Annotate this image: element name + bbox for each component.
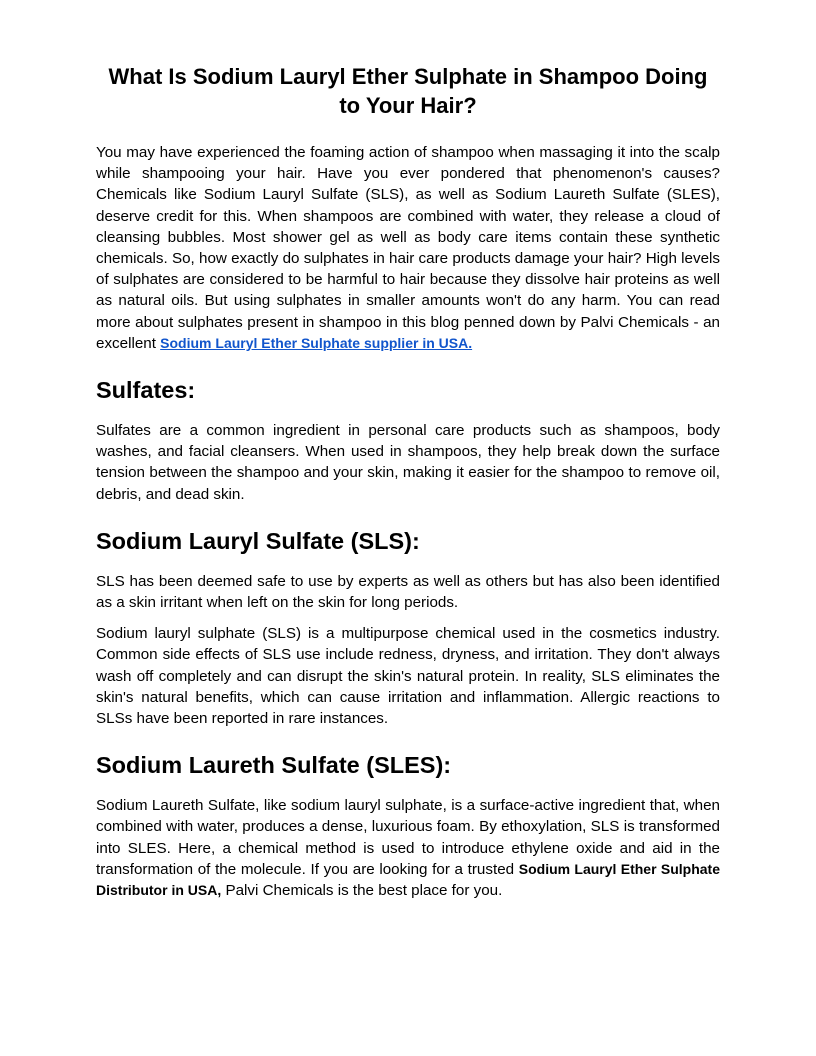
paragraph-text: Sodium Laureth Sulfate, like sodium lauryl sulphate, is a surface-active ingredient that, when combined with water, produces a dense, luxurious foam. By ethoxylation, SLS is transformed into SLES. Here, a chemical method is used to introduce ethylene oxide and aid in the transformation of the molecule. If you are looking for a trusted (96, 797, 720, 878)
supplier-link[interactable]: Sodium Lauryl Ether Sulphate supplier in USA. (160, 334, 473, 351)
paragraph: SLS has been deemed safe to use by experts as well as others but has also been identified as a skin irritant when left on the skin for long periods. (96, 572, 720, 612)
paragraph-tail: Palvi Chemicals is the best place for you. (221, 882, 503, 900)
paragraph: Sulfates are a common ingredient in personal care products such as shampoos, body washes, and facial cleansers. When used in shampoos, they help break down the surface tension between the shampoo and your skin, making it easier for the shampoo to remove oil, debris, and dead skin. (96, 422, 720, 503)
heading-sulfates: Sulfates: (96, 377, 196, 404)
intro-paragraph (96, 142, 720, 354)
document-page (96, 62, 720, 911)
intro-text: You may have experienced the foaming action of shampoo when massaging it into the scalp while shampooing your hair. Have you ever pondered that phenomenon's causes? Chemicals like Sodium Lauryl Sulfate (SLS), as well as Sodium Laureth Sulfate (SLES), deserve credit for this. When shampoos are combined with water, they release a cloud of cleansing bubbles. Most shower gel as well as body care items contain these synthetic chemicals. So, how exactly do sulphates in hair care products damage your hair? High levels of sulphates are considered to be harmful to hair because they dissolve hair proteins as well as natural oils. But using sulphates in smaller amounts won't do any harm. You can read more about sulphates present in shampoo in this blog penned down by Palvi Chemicals - an excellent (96, 144, 720, 352)
distributor-bold-text: Sodium Lauryl Ether Sulphate Distributor in USA, (96, 860, 720, 899)
heading-sles: Sodium Laureth Sulfate (SLES): (96, 752, 452, 779)
heading-sls: Sodium Lauryl Sulfate (SLS): (96, 527, 420, 554)
document-title: What Is Sodium Lauryl Ether Sulphate in Shampoo Doing to Your Hair? (108, 64, 708, 118)
paragraph (96, 795, 720, 901)
paragraph: Sodium lauryl sulphate (SLS) is a multipurpose chemical used in the cosmetics industry. Common side effects of SLS use include redness, dryness, and irritation. They don't always wash off completely and can disrupt the skin's natural protein. In reality, SLS eliminates the skin's natural benefits, which can cause irritation and inflammation. Allergic reactions to SLSs have been reported in rare instances. (96, 625, 720, 728)
